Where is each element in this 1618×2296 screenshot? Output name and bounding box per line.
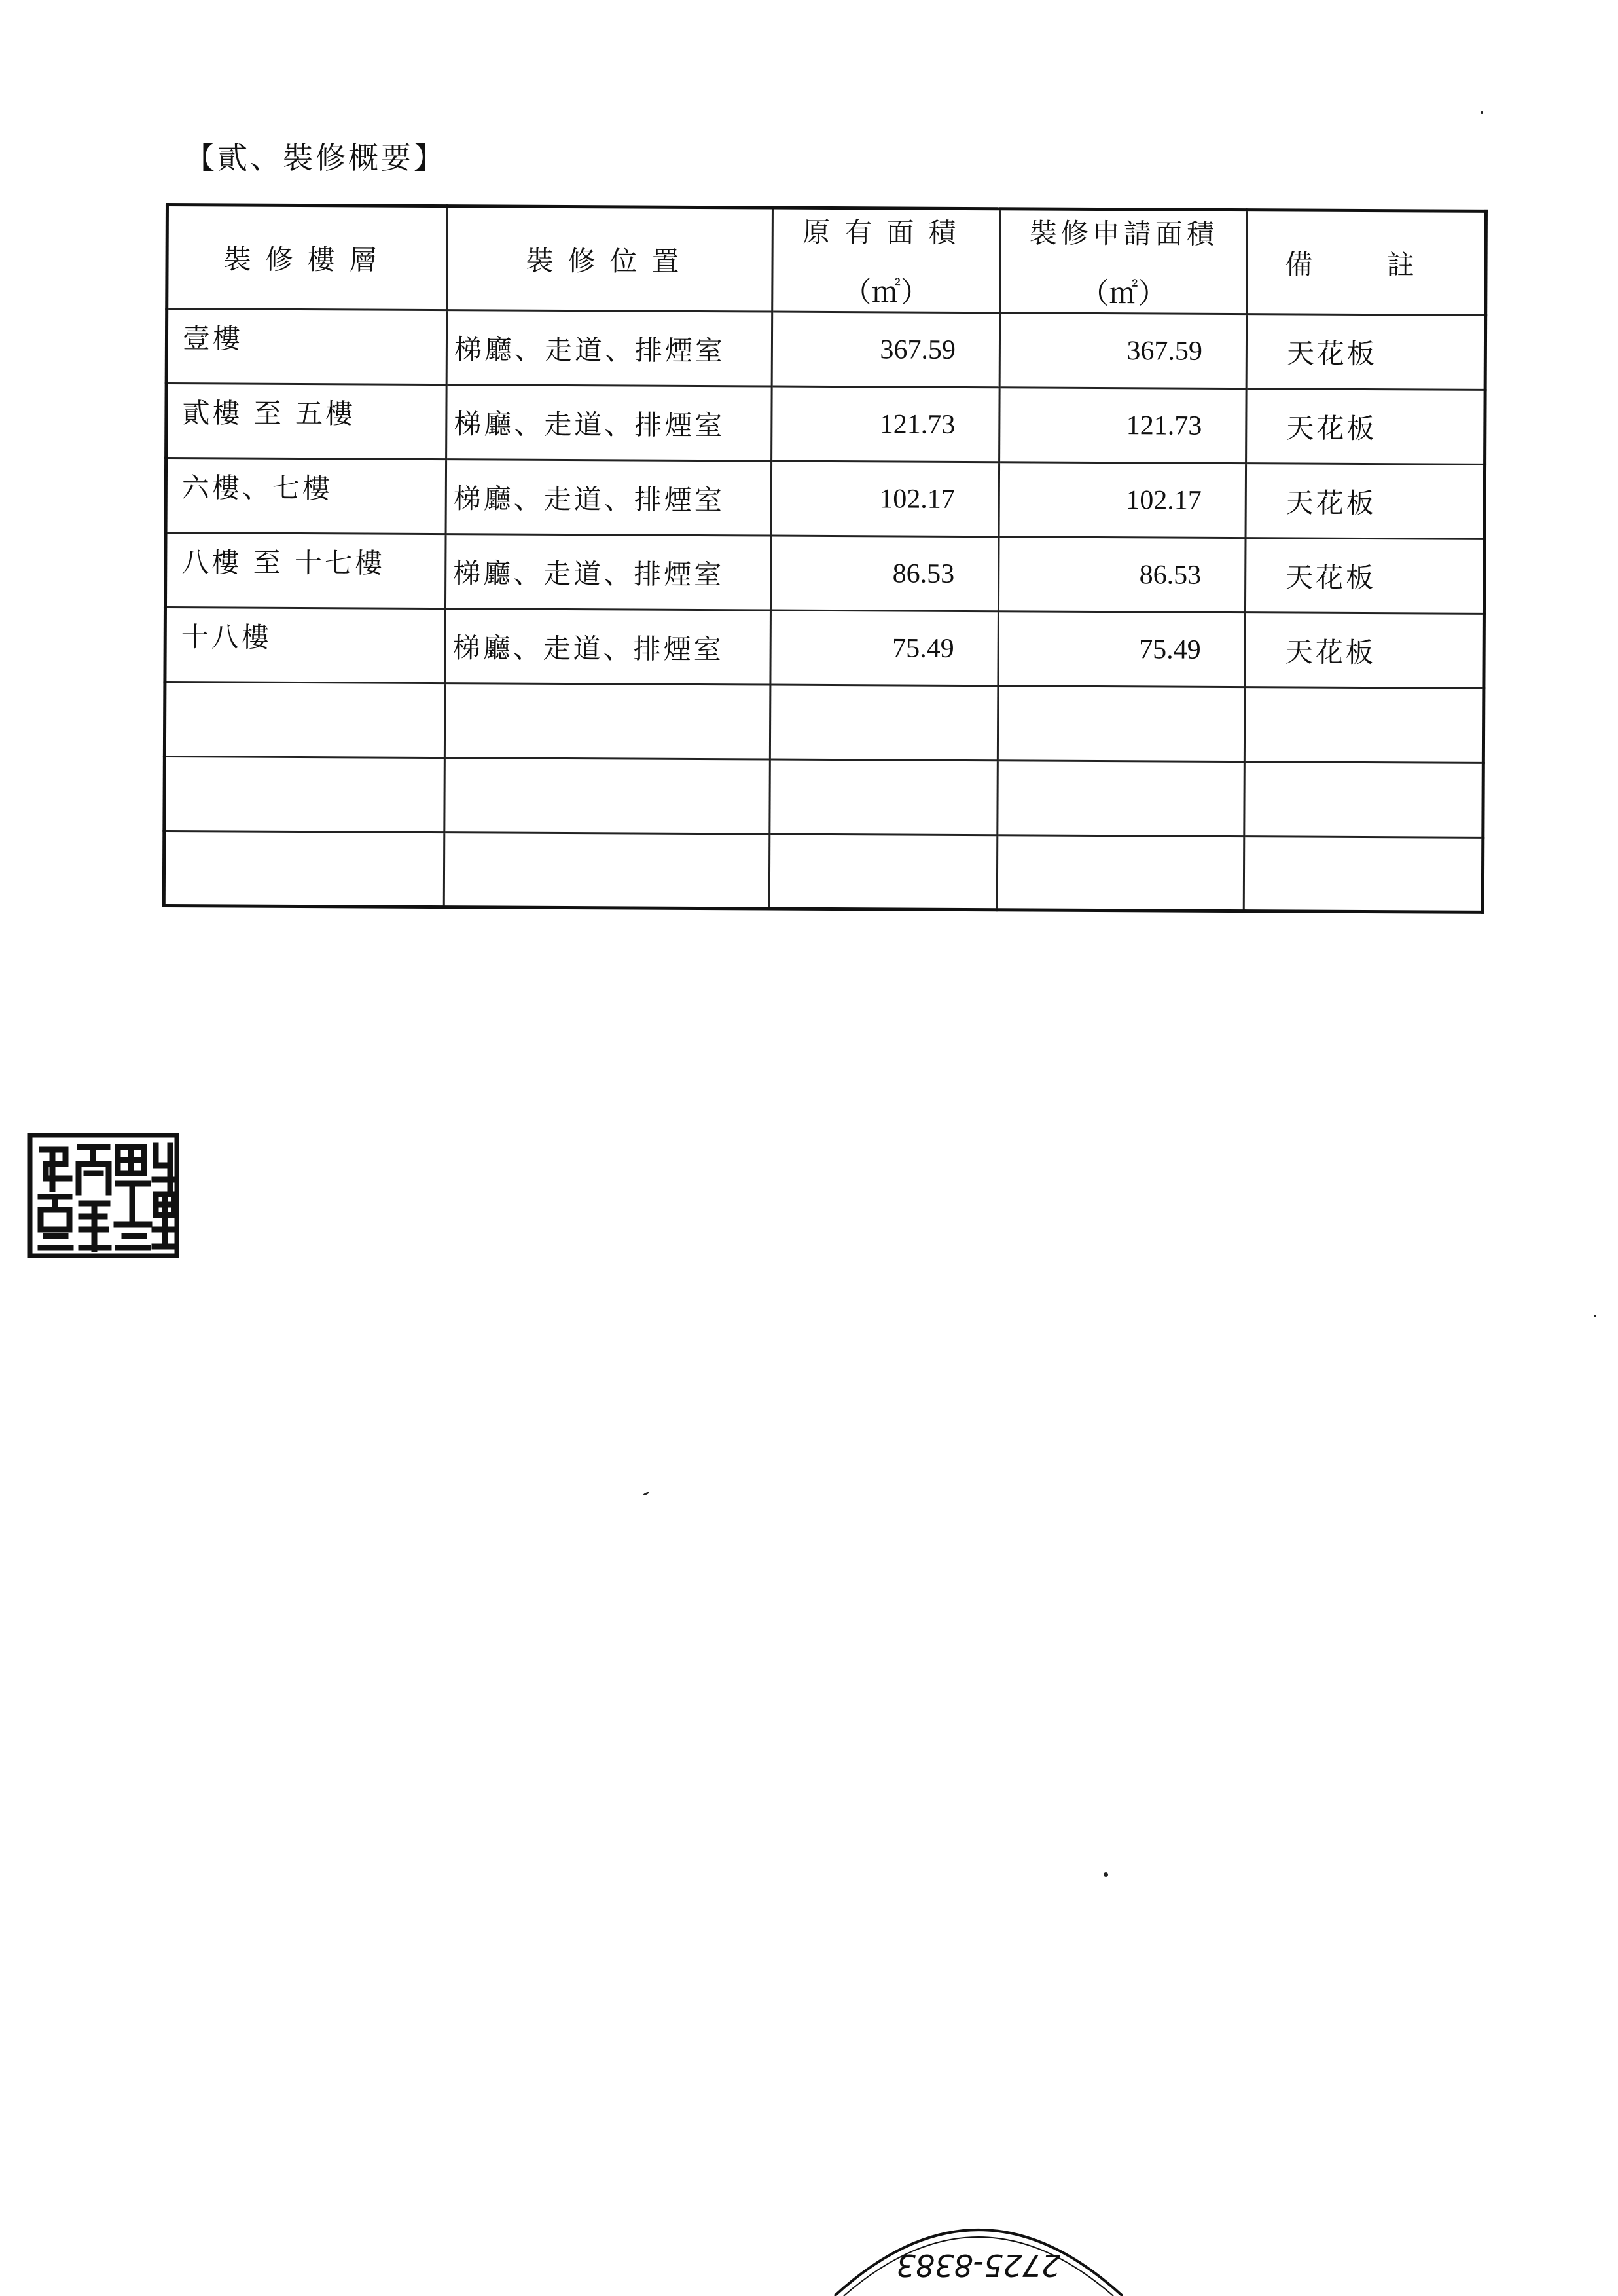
section-title: 【貳、裝修概要】 — [185, 140, 446, 175]
cell-remarks: 天花板 — [1245, 613, 1484, 689]
cell-remarks: 天花板 — [1245, 538, 1484, 614]
scan-speck — [1481, 111, 1483, 114]
seal-stamp-icon — [26, 1131, 181, 1260]
table-row — [166, 384, 1486, 465]
cell-location: 梯廳、走道、排煙室 — [446, 385, 772, 461]
cell-applied-area — [998, 686, 1245, 762]
cell-remarks: 天花板 — [1246, 389, 1486, 465]
scan-speck — [1594, 1315, 1596, 1317]
scan-speck — [1104, 1872, 1108, 1877]
decoration-summary-table-wrapper — [162, 203, 1484, 907]
stamp-number: 2725-8383 — [896, 2248, 1061, 2283]
cell-applied-area: 75.49 — [998, 611, 1246, 687]
cell-applied-area: 102.17 — [999, 462, 1246, 538]
cell-applied-area: 367.59 — [999, 313, 1247, 389]
header-applied-area-unit: （㎡） — [1080, 277, 1167, 310]
cell-remarks: 天花板 — [1246, 314, 1486, 390]
header-original-area: 原有面積 （㎡） — [772, 208, 1001, 313]
cell-original-area — [770, 685, 998, 761]
cell-original-area: 86.53 — [770, 536, 999, 611]
header-floor: 裝修樓層 — [167, 205, 448, 310]
cell-location: 梯廳、走道、排煙室 — [445, 534, 771, 610]
table-row — [165, 608, 1484, 689]
cell-remarks — [1244, 837, 1483, 913]
cell-floor — [164, 757, 445, 833]
header-remarks: 備 註 — [1247, 210, 1486, 316]
cell-original-area: 367.59 — [772, 312, 1000, 388]
cell-original-area: 121.73 — [772, 386, 1000, 462]
cell-floor — [164, 831, 444, 907]
decoration-summary-table — [162, 203, 1488, 914]
cell-floor: 貳樓 至 五樓 — [166, 384, 447, 460]
table-header-row — [167, 205, 1486, 316]
cell-applied-area — [997, 835, 1244, 911]
cell-floor: 壹樓 — [166, 309, 447, 385]
cell-applied-area: 86.53 — [998, 537, 1246, 613]
cell-location: 梯廳、走道、排煙室 — [445, 609, 771, 685]
table-row — [164, 682, 1484, 763]
cell-floor: 八樓 至 十七樓 — [165, 533, 446, 609]
cell-floor — [164, 682, 445, 758]
cell-applied-area: 121.73 — [999, 388, 1247, 464]
header-applied-area: 裝修申請面積 （㎡） — [1000, 209, 1248, 314]
cell-original-area — [770, 759, 998, 835]
cell-remarks — [1244, 687, 1484, 763]
cell-location — [444, 833, 770, 909]
cell-remarks — [1244, 762, 1484, 838]
cell-location — [444, 758, 770, 834]
table-row — [164, 757, 1484, 838]
table-row — [166, 309, 1486, 390]
cell-location: 梯廳、走道、排煙室 — [446, 310, 772, 386]
cell-original-area: 75.49 — [770, 610, 999, 686]
cell-original-area — [769, 834, 998, 910]
cell-original-area: 102.17 — [771, 461, 999, 537]
header-location: 裝修位置 — [447, 206, 773, 312]
table-row — [165, 533, 1484, 614]
scan-speck — [643, 1491, 649, 1496]
table-body — [164, 309, 1485, 913]
table-row — [164, 831, 1483, 913]
cell-remarks: 天花板 — [1246, 464, 1485, 539]
cell-location — [444, 683, 770, 759]
circular-stamp-icon — [821, 2210, 1136, 2296]
header-original-area-unit: （㎡） — [842, 276, 929, 309]
cell-floor: 十八樓 — [165, 608, 446, 683]
cell-floor: 六樓、七樓 — [166, 458, 446, 534]
cell-applied-area — [998, 761, 1245, 837]
cell-location: 梯廳、走道、排煙室 — [446, 460, 772, 536]
table-row — [166, 458, 1485, 539]
